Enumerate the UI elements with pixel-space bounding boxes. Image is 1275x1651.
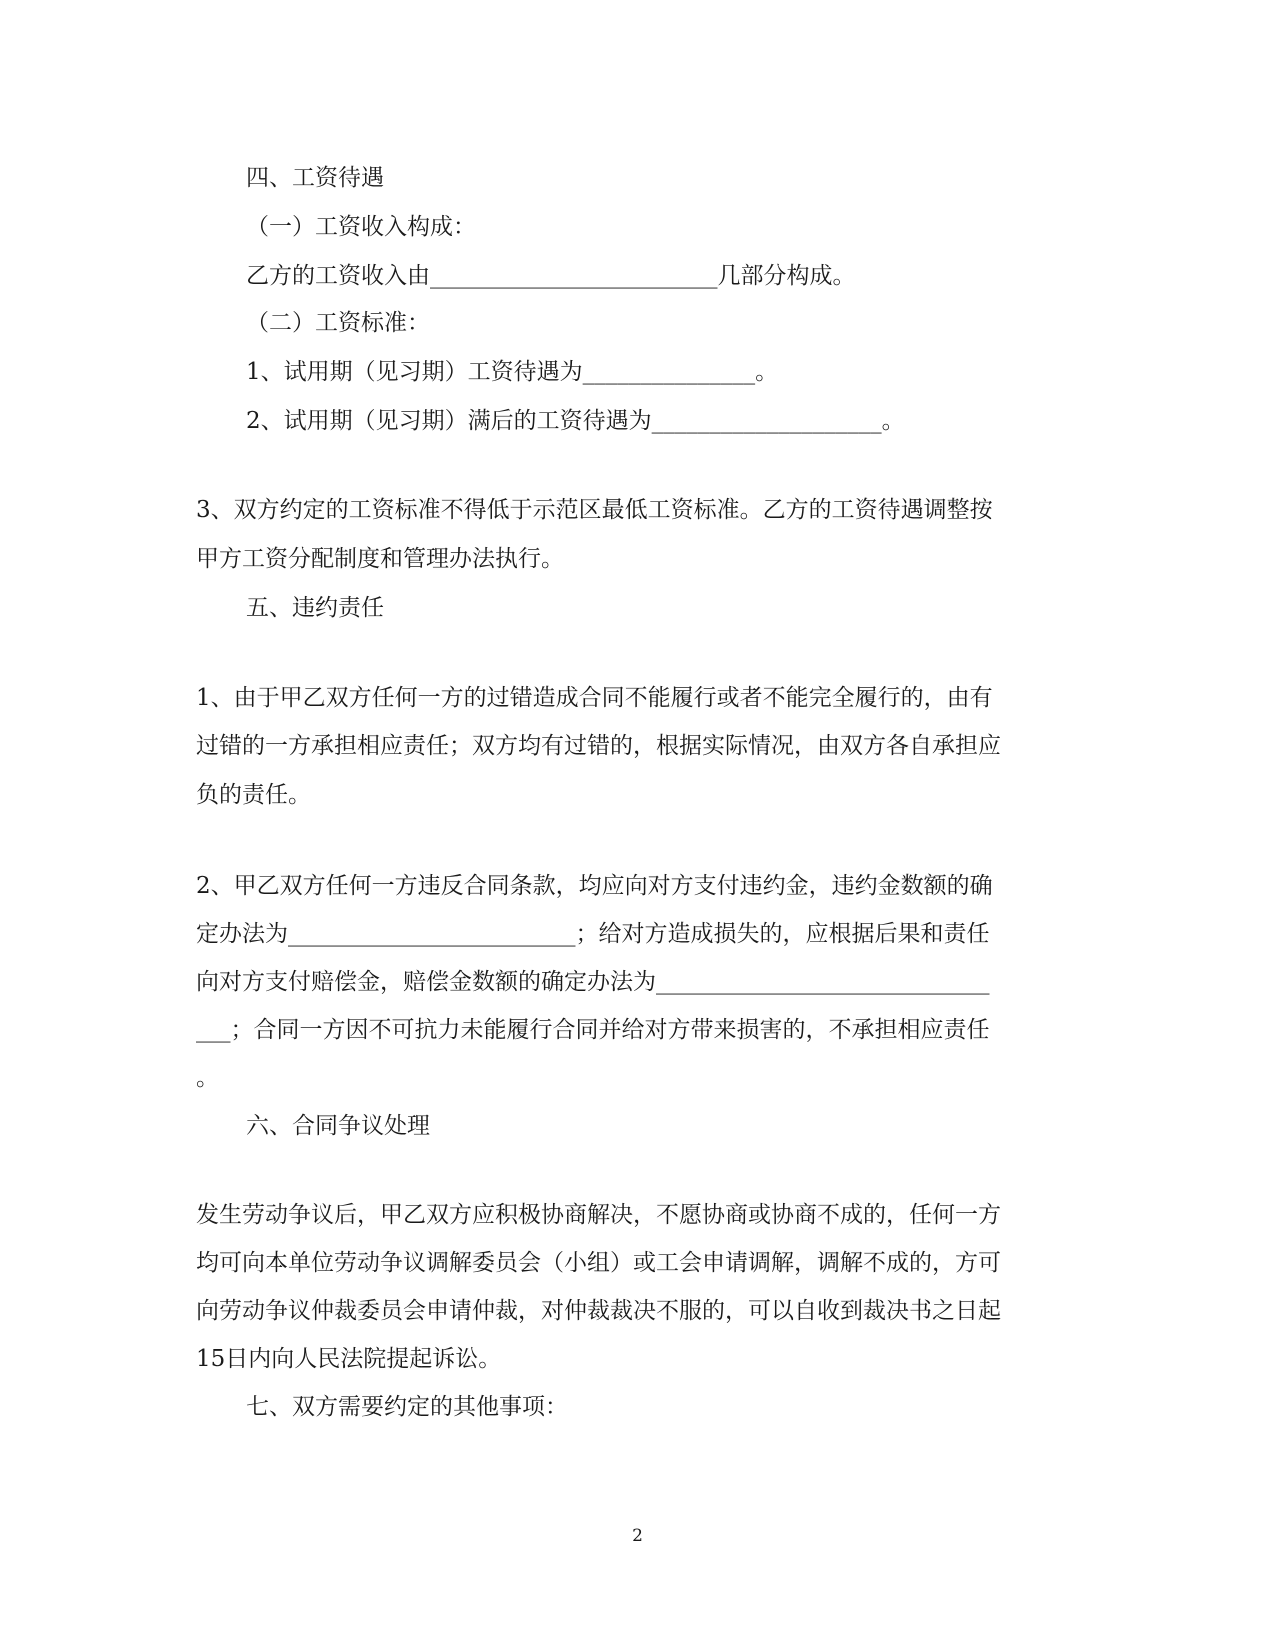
paragraph-line: 向劳动争议仲裁委员会申请仲裁，对仲裁裁决不服的，可以自收到裁决书之日起 bbox=[196, 1298, 1001, 1324]
paragraph-line: 发生劳动争议后，甲乙双方应积极协商解决，不愿协商或协商不成的，任何一方 bbox=[196, 1202, 1001, 1228]
paragraph-line: 3、双方约定的工资标准不得低于示范区最低工资标准。乙方的工资待遇调整按 bbox=[196, 497, 993, 523]
subsection-wage-standard: （二）工资标准： bbox=[246, 310, 430, 336]
section-heading-wages: 四、工资待遇 bbox=[246, 165, 384, 191]
paragraph-line: 1、由于甲乙双方任何一方的过错造成合同不能履行或者不能完全履行的，由有 bbox=[196, 685, 993, 711]
section-heading-other-matters: 七、双方需要约定的其他事项： bbox=[246, 1394, 568, 1420]
paragraph-line: 甲方工资分配制度和管理办法执行。 bbox=[196, 546, 564, 572]
paragraph-line: 1、试用期（见习期）工资待遇为_______________。 bbox=[246, 359, 779, 385]
paragraph-line: 负的责任。 bbox=[196, 782, 311, 808]
paragraph-line: 均可向本单位劳动争议调解委员会（小组）或工会申请调解，调解不成的，方可 bbox=[196, 1250, 1001, 1276]
section-heading-breach: 五、违约责任 bbox=[246, 595, 384, 621]
paragraph-line: 2、试用期（见习期）满后的工资待遇为____________________。 bbox=[246, 408, 905, 434]
paragraph-line: 定办法为_________________________；给对方造成损失的，应根据后果和责任 bbox=[196, 921, 990, 947]
paragraph-line: 15日内向人民法院提起诉讼。 bbox=[196, 1346, 502, 1372]
page-number: 2 bbox=[632, 1526, 643, 1546]
paragraph-line: 2、甲乙双方任何一方违反合同条款，均应向对方支付违约金，违约金数额的确 bbox=[196, 873, 993, 899]
paragraph-line: 乙方的工资收入由_________________________几部分构成。 bbox=[246, 263, 856, 289]
section-heading-disputes: 六、合同争议处理 bbox=[246, 1113, 430, 1139]
paragraph-line: 过错的一方承担相应责任；双方均有过错的，根据实际情况，由双方各自承担应 bbox=[196, 733, 1001, 759]
paragraph-line: 。 bbox=[196, 1065, 219, 1091]
paragraph-line: ___；合同一方因不可抗力未能履行合同并给对方带来损害的，不承担相应责任 bbox=[196, 1017, 990, 1043]
subsection-income-composition: （一）工资收入构成： bbox=[246, 214, 476, 240]
paragraph-line: 向对方支付赔偿金，赔偿金数额的确定办法为_____________________________ bbox=[196, 969, 990, 995]
